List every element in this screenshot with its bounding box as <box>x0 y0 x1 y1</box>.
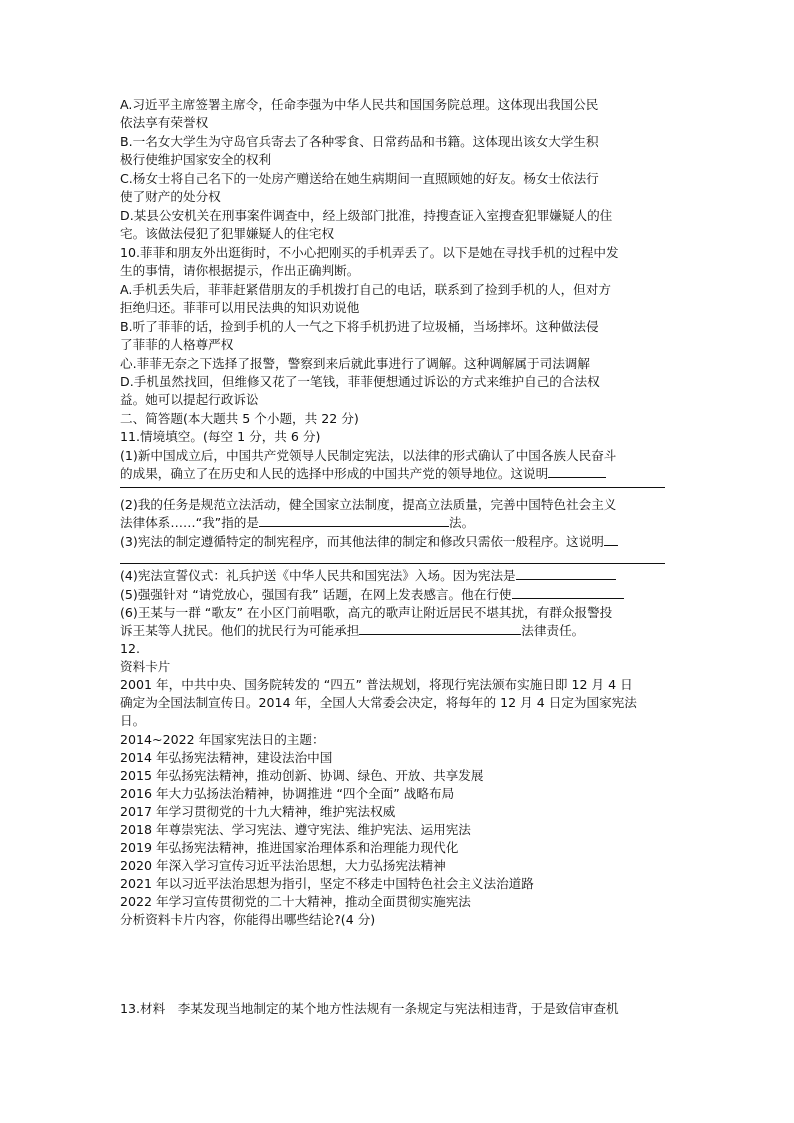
q11-stem: 11.情境填空。(每空 1 分，共 6 分) <box>120 429 321 444</box>
q11-item6-line2 <box>120 622 680 639</box>
answer-blank-6[interactable] <box>359 622 521 635</box>
q11-item2-line2 <box>120 514 680 531</box>
q9-option-a-line2: 依法享有荣誉权 <box>120 115 209 130</box>
q12-para-line3: 日。 <box>120 713 146 728</box>
q11-item4-text: (4)宪法宣誓仪式：礼兵护送《中华人民共和国宪法》入场。因为宪法是 <box>120 568 516 583</box>
q10-option-c-line1: 心.菲菲无奈之下选择了报警，警察到来后就此事进行了调解。这种调解属于司法调解 <box>120 356 590 371</box>
q11-item6-text: 诉王某等人扰民。他们的扰民行为可能承担 <box>120 623 360 638</box>
answer-blank-3[interactable] <box>604 533 618 546</box>
q11-item1-line1: (1)新中国成立后，中国共产党领导人民制定宪法，以法律的形式确认了中国各族人民奋斗 <box>120 448 617 463</box>
q11-item2-line1: (2)我的任务是规范立法活动，健全国家立法制度，提高立法质量，完善中国特色社会主义 <box>120 497 617 512</box>
q9-option-d-line2: 宅。该做法侵犯了犯罪嫌疑人的住宅权 <box>120 226 335 241</box>
q12-theme-2015: 2015 年弘扬宪法精神，推动创新、协调、绿色、开放、共享发展 <box>120 768 484 783</box>
q11-item5-line1 <box>120 586 680 603</box>
q9-option-b-line1: B.一名女大学生为守岛官兵寄去了各种零食、日常药品和书籍。这体现出该女大学生积 <box>120 134 599 149</box>
q12-theme-2019: 2019 年弘扬宪法精神，推进国家治理体系和治理能力现代化 <box>120 840 459 855</box>
answer-line-1-continued[interactable] <box>120 487 665 488</box>
q10-option-b-line1: B.听了菲菲的话，捡到手机的人一气之下将手机扔进了垃圾桶，当场摔坏。这种做法侵 <box>120 319 599 334</box>
q9-option-b-line2: 极行使维护国家安全的权利 <box>120 152 272 167</box>
q12-card-title: 资料卡片 <box>120 659 171 674</box>
q12-number: 12. <box>120 641 141 656</box>
q12-para-line2: 确定为全国法制宣传日。2014 年，全国人大常委会决定，将每年的 12 月 4 日定为国家宪法 <box>120 695 637 710</box>
answer-blank-4[interactable] <box>516 567 616 580</box>
q9-option-a-line1: A.习近平主席签署主席令，任命李强为中华人民共和国国务院总理。这体现出我国公民 <box>120 97 599 112</box>
q9-option-c-line1: C.杨女士将自己名下的一处房产赠送给在她生病期间一直照顾她的好友。杨女士依法行 <box>120 171 599 186</box>
q11-item3-line1 <box>120 533 680 550</box>
q11-item4-line1 <box>120 567 680 584</box>
q10-option-a-line2: 拒绝归还。菲菲可以用民法典的知识劝说他 <box>120 300 360 315</box>
q12-theme-2022: 2022 年学习宣传贯彻党的二十大精神，推动全面贯彻实施宪法 <box>120 894 471 909</box>
q10-option-b-line2: 了菲菲的人格尊严权 <box>120 337 234 352</box>
q9-option-d-line1: D.某县公安机关在刑事案件调查中，经上级部门批准，持搜查证入室搜查犯罪嫌疑人的住 <box>120 208 613 223</box>
q11-item5-text: (5)强强针对 “请党放心，强国有我” 话题，在网上发表感言。他在行使 <box>120 587 512 602</box>
q11-item2-text: 法律体系……“我”指的是 <box>120 515 259 530</box>
q12-para-line1: 2001 年，中共中央、国务院转发的 “四五” 普法规划，将现行宪法颁布实施日即 12 月 4 日 <box>120 677 633 692</box>
q11-item6-suffix: 法律责任。 <box>521 623 585 638</box>
q11-item3-text: (3)宪法的制定遵循特定的制宪程序，而其他法律的制定和修改只需依一般程序。这说明 <box>120 534 604 549</box>
q10-option-d-line1: D.手机虽然找回，但维修又花了一笔钱，菲菲便想通过诉讼的方式来维护自己的合法权 <box>120 374 600 389</box>
q12-theme-2020: 2020 年深入学习宣传习近平法治思想，大力弘扬宪法精神 <box>120 858 446 873</box>
q10-stem-line1: 10.菲菲和朋友外出逛街时，不小心把刚买的手机弄丢了。以下是她在寻找手机的过程中发 <box>120 245 619 260</box>
q11-item1-text: 的成果，确立了在历史和人民的选择中形成的中国共产党的领导地位。这说明 <box>120 466 549 481</box>
q13-material-line1: 13.材料 李某发现当地制定的某个地方性法规有一条规定与宪法相违背，于是致信审查机 <box>120 1001 619 1016</box>
q12-theme-2021: 2021 年以习近平法治思想为指引，坚定不移走中国特色社会主义法治道路 <box>120 876 534 891</box>
part2-heading: 二、简答题(本大题共 5 个小题，共 22 分) <box>120 411 359 426</box>
answer-blank-2[interactable] <box>259 514 449 527</box>
answer-blank-1[interactable] <box>548 465 606 478</box>
q11-item2-suffix: 法。 <box>449 515 475 530</box>
q10-option-d-line2: 益。她可以提起行政诉讼 <box>120 392 259 407</box>
q9-option-c-line2: 使了财产的处分权 <box>120 189 221 204</box>
q10-stem-line2: 生的事情，请你根据提示，作出正确判断。 <box>120 263 360 278</box>
q10-option-a-line1: A.手机丢失后，菲菲赶紧借朋友的手机拨打自己的电话，联系到了捡到手机的人，但对方 <box>120 282 611 297</box>
answer-blank-5[interactable] <box>512 586 624 599</box>
q12-theme-2014: 2014 年弘扬宪法精神，建设法治中国 <box>120 750 333 765</box>
q12-question: 分析资料卡片内容，你能得出哪些结论?(4 分) <box>120 912 376 927</box>
q11-item1-line2 <box>120 465 680 482</box>
q12-theme-2018: 2018 年尊崇宪法、学习宪法、遵守宪法、维护宪法、运用宪法 <box>120 822 471 837</box>
q12-themes-title: 2014~2022 年国家宪法日的主题： <box>120 732 325 747</box>
answer-line-3-continued[interactable] <box>120 563 665 564</box>
q12-theme-2016: 2016 年大力弘扬法治精神，协调推进 “四个全面” 战略布局 <box>120 786 455 801</box>
q11-item6-line1: (6)王某与一群 “歌友” 在小区门前唱歌，高亢的歌声让附近居民不堪其扰，有群众报警投 <box>120 605 613 620</box>
q12-theme-2017: 2017 年学习贯彻党的十九大精神，维护宪法权威 <box>120 804 396 819</box>
